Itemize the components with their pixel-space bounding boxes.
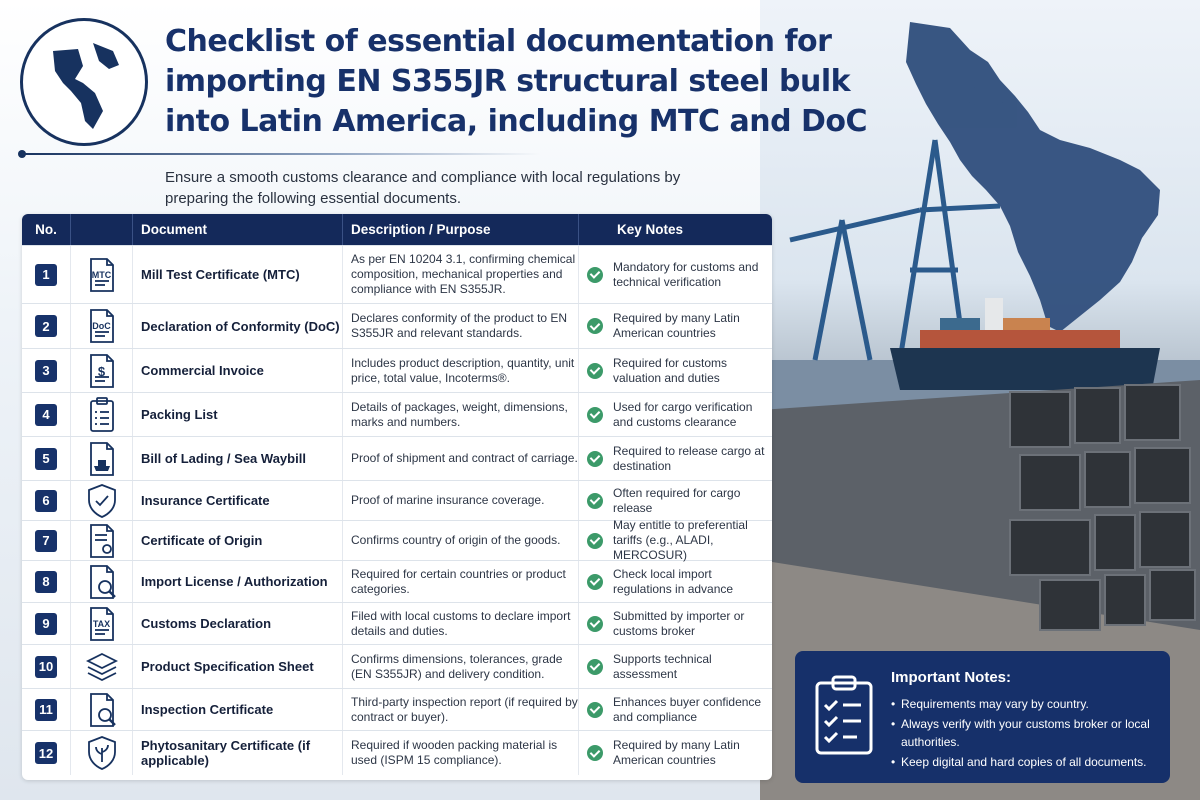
row-icon-cell xyxy=(70,689,132,730)
table-row xyxy=(22,303,772,348)
row-number-cell xyxy=(22,393,70,436)
row-icon-cell xyxy=(70,481,132,520)
check-icon xyxy=(587,267,603,283)
row-icon-cell xyxy=(70,731,132,775)
certificate-icon xyxy=(85,522,119,560)
document-description: Required if wooden packing material is used (ISPM 15 compliance). xyxy=(342,731,578,775)
document-name: Declaration of Conformity (DoC) xyxy=(132,304,342,348)
table-row xyxy=(22,730,772,775)
key-note-cell xyxy=(578,561,772,602)
key-note-cell xyxy=(578,518,772,562)
table-body xyxy=(22,245,772,775)
row-number-cell xyxy=(22,689,70,730)
row-icon-cell xyxy=(70,521,132,560)
document-name: Packing List xyxy=(132,393,342,436)
header-document: Document xyxy=(132,214,342,245)
plant-document-icon xyxy=(85,734,119,772)
check-icon xyxy=(587,407,603,423)
check-icon xyxy=(587,745,603,761)
row-number-badge: 3 xyxy=(35,360,57,382)
cargo-ship xyxy=(890,298,1160,390)
row-number-badge: 11 xyxy=(35,699,57,721)
row-icon-cell xyxy=(70,437,132,480)
header-description: Description / Purpose xyxy=(342,214,578,245)
table-row xyxy=(22,245,772,303)
document-name: Commercial Invoice xyxy=(132,349,342,392)
icon-label: MTC xyxy=(91,269,112,280)
icon-label: $ xyxy=(97,363,106,379)
row-icon-cell xyxy=(70,246,132,303)
check-icon xyxy=(587,659,603,675)
doc-document-icon xyxy=(85,307,119,345)
document-description: Proof of shipment and contract of carriage. xyxy=(342,437,578,480)
row-icon-cell xyxy=(70,645,132,688)
key-note-text: Mandatory for customs and technical verification xyxy=(613,259,759,289)
row-icon-cell xyxy=(70,561,132,602)
important-notes-panel xyxy=(795,651,1170,783)
tax-document-icon xyxy=(85,605,119,643)
check-icon xyxy=(587,616,603,632)
table-row xyxy=(22,436,772,480)
key-note-cell xyxy=(578,437,772,480)
layers-icon xyxy=(85,648,119,686)
document-name: Product Specification Sheet xyxy=(132,645,342,688)
key-note-text: Supports technical assessment xyxy=(613,651,712,681)
packing-list-icon xyxy=(85,396,119,434)
shield-check-icon xyxy=(85,482,119,520)
document-name: Phytosanitary Certificate (if applicable) xyxy=(132,731,342,775)
row-icon-cell xyxy=(70,349,132,392)
document-description: Third-party inspection report (if required by contract or buyer). xyxy=(342,689,578,730)
document-description: Declares conformity of the product to EN S355JR and relevant standards. xyxy=(342,304,578,348)
page-title: Checklist of essential documentation for importing EN S355JR structural steel bulk into Latin America, including MTC and DoC xyxy=(165,24,868,139)
row-number-badge: 6 xyxy=(35,490,57,512)
latin-america-map xyxy=(906,22,1160,332)
check-icon xyxy=(587,574,603,590)
table-row xyxy=(22,602,772,644)
table-row xyxy=(22,392,772,436)
key-note-text: Required to release cargo at destination xyxy=(613,443,765,473)
document-description: Includes product description, quantity, unit price, total value, Incoterms®. xyxy=(342,349,578,392)
document-name: Mill Test Certificate (MTC) xyxy=(132,246,342,303)
row-number-cell xyxy=(22,645,70,688)
row-icon-cell xyxy=(70,603,132,644)
key-note-text: Required for customs valuation and duties xyxy=(613,355,728,385)
key-note-cell xyxy=(578,689,772,730)
table-row xyxy=(22,560,772,602)
key-note-text: Enhances buyer confidence and compliance xyxy=(613,694,762,724)
row-number-cell xyxy=(22,304,70,348)
key-note-text: Submitted by importer or customs broker xyxy=(613,608,745,638)
document-name: Certificate of Origin xyxy=(132,521,342,560)
key-note-cell xyxy=(578,349,772,392)
row-number-badge: 7 xyxy=(35,530,57,552)
key-note-text: May entitle to preferential tariffs (e.g., ALADI, MERCOSUR) xyxy=(613,518,748,562)
key-note-text: Check local import regulations in advance xyxy=(613,566,734,596)
row-number-badge: 2 xyxy=(35,315,57,337)
document-description: Required for certain countries or product categories. xyxy=(342,561,578,602)
document-name: Import License / Authorization xyxy=(132,561,342,602)
ship-document-icon xyxy=(85,440,119,478)
intro-text: Ensure a smooth customs clearance and compliance with local regulations by preparing the following essential documents. xyxy=(165,169,681,207)
row-number-badge: 4 xyxy=(35,404,57,426)
key-note-cell xyxy=(578,731,772,775)
globe-icon xyxy=(20,18,148,146)
header-icon-col xyxy=(70,214,132,245)
document-description: Details of packages, weight, dimensions, marks and numbers. xyxy=(342,393,578,436)
row-number-cell xyxy=(22,521,70,560)
mtc-document-icon xyxy=(85,256,119,294)
key-note-text: Required by many Latin American countries xyxy=(613,311,740,340)
row-number-cell xyxy=(22,731,70,775)
documents-table xyxy=(22,214,772,780)
icon-label: TAX xyxy=(92,618,111,629)
key-note-cell xyxy=(578,304,772,348)
row-number-badge: 8 xyxy=(35,571,57,593)
document-description: Confirms dimensions, tolerances, grade (EN S355JR) and delivery condition. xyxy=(342,645,578,688)
check-icon xyxy=(587,451,603,467)
key-note-cell xyxy=(578,645,772,688)
document-name: Inspection Certificate xyxy=(132,689,342,730)
row-number-badge: 10 xyxy=(35,656,57,678)
notes-list xyxy=(891,695,1156,773)
key-note-cell xyxy=(578,246,772,303)
row-number-cell xyxy=(22,246,70,303)
notes-item: • Requirements may vary by country. xyxy=(891,695,1156,713)
row-number-cell xyxy=(22,561,70,602)
table-row xyxy=(22,520,772,560)
table-header xyxy=(22,214,772,245)
icon-label: DoC xyxy=(92,321,111,331)
table-row xyxy=(22,644,772,688)
notes-item: • Always verify with your customs broker or local authorities. xyxy=(891,715,1156,751)
document-description: Filed with local customs to declare import details and duties. xyxy=(342,603,578,644)
check-icon xyxy=(587,493,603,509)
document-description: Proof of marine insurance coverage. xyxy=(342,481,578,520)
license-search-icon xyxy=(85,563,119,601)
document-name: Customs Declaration xyxy=(132,603,342,644)
row-number-cell xyxy=(22,603,70,644)
check-icon xyxy=(587,363,603,379)
document-name: Bill of Lading / Sea Waybill xyxy=(132,437,342,480)
check-icon xyxy=(587,533,603,549)
row-number-badge: 5 xyxy=(35,448,57,470)
check-icon xyxy=(587,702,603,718)
table-row xyxy=(22,348,772,392)
title-divider xyxy=(20,153,540,155)
invoice-icon xyxy=(85,352,119,390)
document-name: Insurance Certificate xyxy=(132,481,342,520)
key-note-text: Required by many Latin American countries xyxy=(613,738,740,767)
table-row xyxy=(22,480,772,520)
header-no: No. xyxy=(35,222,57,237)
row-number-badge: 1 xyxy=(35,264,57,286)
row-number-badge: 12 xyxy=(35,742,57,764)
document-description: Confirms country of origin of the goods. xyxy=(342,521,578,560)
key-note-text: Often required for cargo release xyxy=(613,485,741,515)
check-icon xyxy=(587,318,603,334)
row-number-cell xyxy=(22,481,70,520)
document-description: As per EN 10204 3.1, confirming chemical composition, mechanical properties and compliance with EN S355JR. xyxy=(342,246,578,303)
header-key-notes: Key Notes xyxy=(578,214,772,245)
key-note-cell xyxy=(578,603,772,644)
notes-title: Important Notes: xyxy=(891,669,1011,686)
inspection-search-icon xyxy=(85,691,119,729)
key-note-text: Used for cargo verification and customs clearance xyxy=(613,399,753,429)
row-number-cell xyxy=(22,437,70,480)
notes-item: • Keep digital and hard copies of all documents. xyxy=(891,753,1156,771)
table-row xyxy=(22,688,772,730)
clipboard-checklist-icon xyxy=(813,673,875,762)
row-icon-cell xyxy=(70,393,132,436)
key-note-cell xyxy=(578,481,772,520)
key-note-cell xyxy=(578,393,772,436)
row-number-badge: 9 xyxy=(35,613,57,635)
row-icon-cell xyxy=(70,304,132,348)
row-number-cell xyxy=(22,349,70,392)
